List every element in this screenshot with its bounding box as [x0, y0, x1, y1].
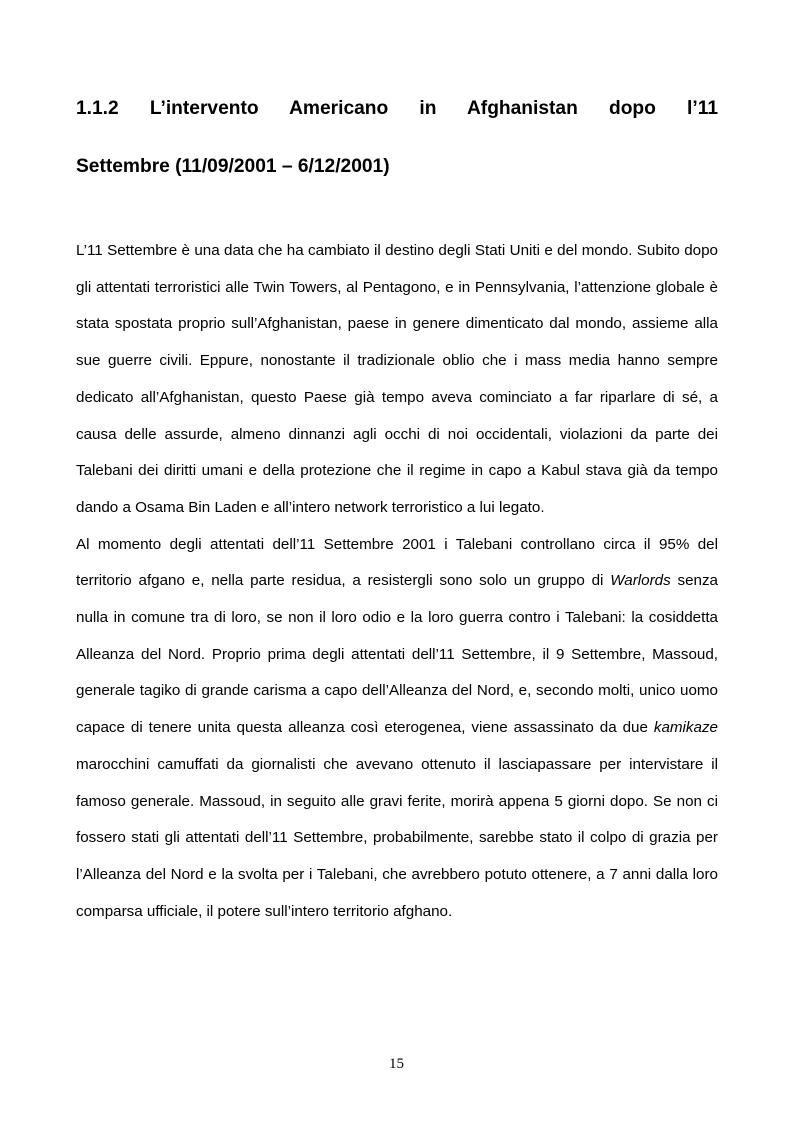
section-heading-line-1: 1.1.2 L’intervento Americano in Afghanistan dopo l’11	[76, 98, 718, 119]
italic-term-warlords: Warlords	[610, 572, 671, 590]
page-number: 15	[389, 1056, 404, 1072]
paragraph-2-part-1: Al momento degli attentati dell’11 Settembre 2001 i Talebani controllano circa il 95% del territorio afgano e, nella parte residua, a resistergli sono solo un gruppo di	[76, 535, 718, 590]
section-heading-line-2: Settembre (11/09/2001 – 6/12/2001)	[76, 156, 390, 177]
paragraph-2-part-3: marocchini camuffati da giornalisti che avevano ottenuto il lasciapassare per intervistare il famoso generale. Massoud, in seguito alle gravi ferite, morirà appena 5 giorni dopo. Se non ci fossero stati gli attentati dell’11 Settembre, probabilmente, sarebbe stato il colpo di grazia per l’Alleanza del Nord e la svolta per i Talebani, che avrebbero potuto ottenere, a 7 anni dalla loro comparsa ufficiale, il potere sull’intero territorio afghano.	[76, 755, 718, 920]
italic-term-kamikaze: kamikaze	[653, 719, 718, 737]
paragraph-2	[76, 527, 718, 931]
section-heading	[76, 80, 718, 196]
paragraph-1: L’11 Settembre è una data che ha cambiato il destino degli Stati Uniti e del mondo. Subito dopo gli attentati terroristici alle Twin Towers, al Pentagono, e in Pennsylvania, l’attenzione globale è stata spostata proprio sull’Afghanistan, paese in genere dimenticato dal mondo, assieme alla sue guerre civili. Eppure, nonostante il tradizionale oblio che i mass media hanno sempre dedicato all’Afghanistan, questo Paese già tempo aveva cominciato a far riparlare di sé, a causa delle assurde, almeno dinnanzi agli occhi di noi occidentali, violazioni da parte dei Talebani dei diritti umani e della protezione che il regime in capo a Kabul stava già da tempo dando a Osama Bin Laden e all’intero network terroristico a lui legato.	[76, 242, 718, 516]
paragraph-2-part-2: senza nulla in comune tra di loro, se non il loro odio e la loro guerra contro i Talebani: la cosiddetta Alleanza del Nord. Proprio prima degli attentati dell’11 Settembre, il 9 Settembre, Massoud, generale tagiko di grande carisma a capo dell’Alleanza del Nord, e, secondo molti, unico uomo capace di tenere unita questa alleanza così eterogenea, viene assassinato da due	[76, 572, 718, 737]
body-text	[76, 233, 718, 930]
